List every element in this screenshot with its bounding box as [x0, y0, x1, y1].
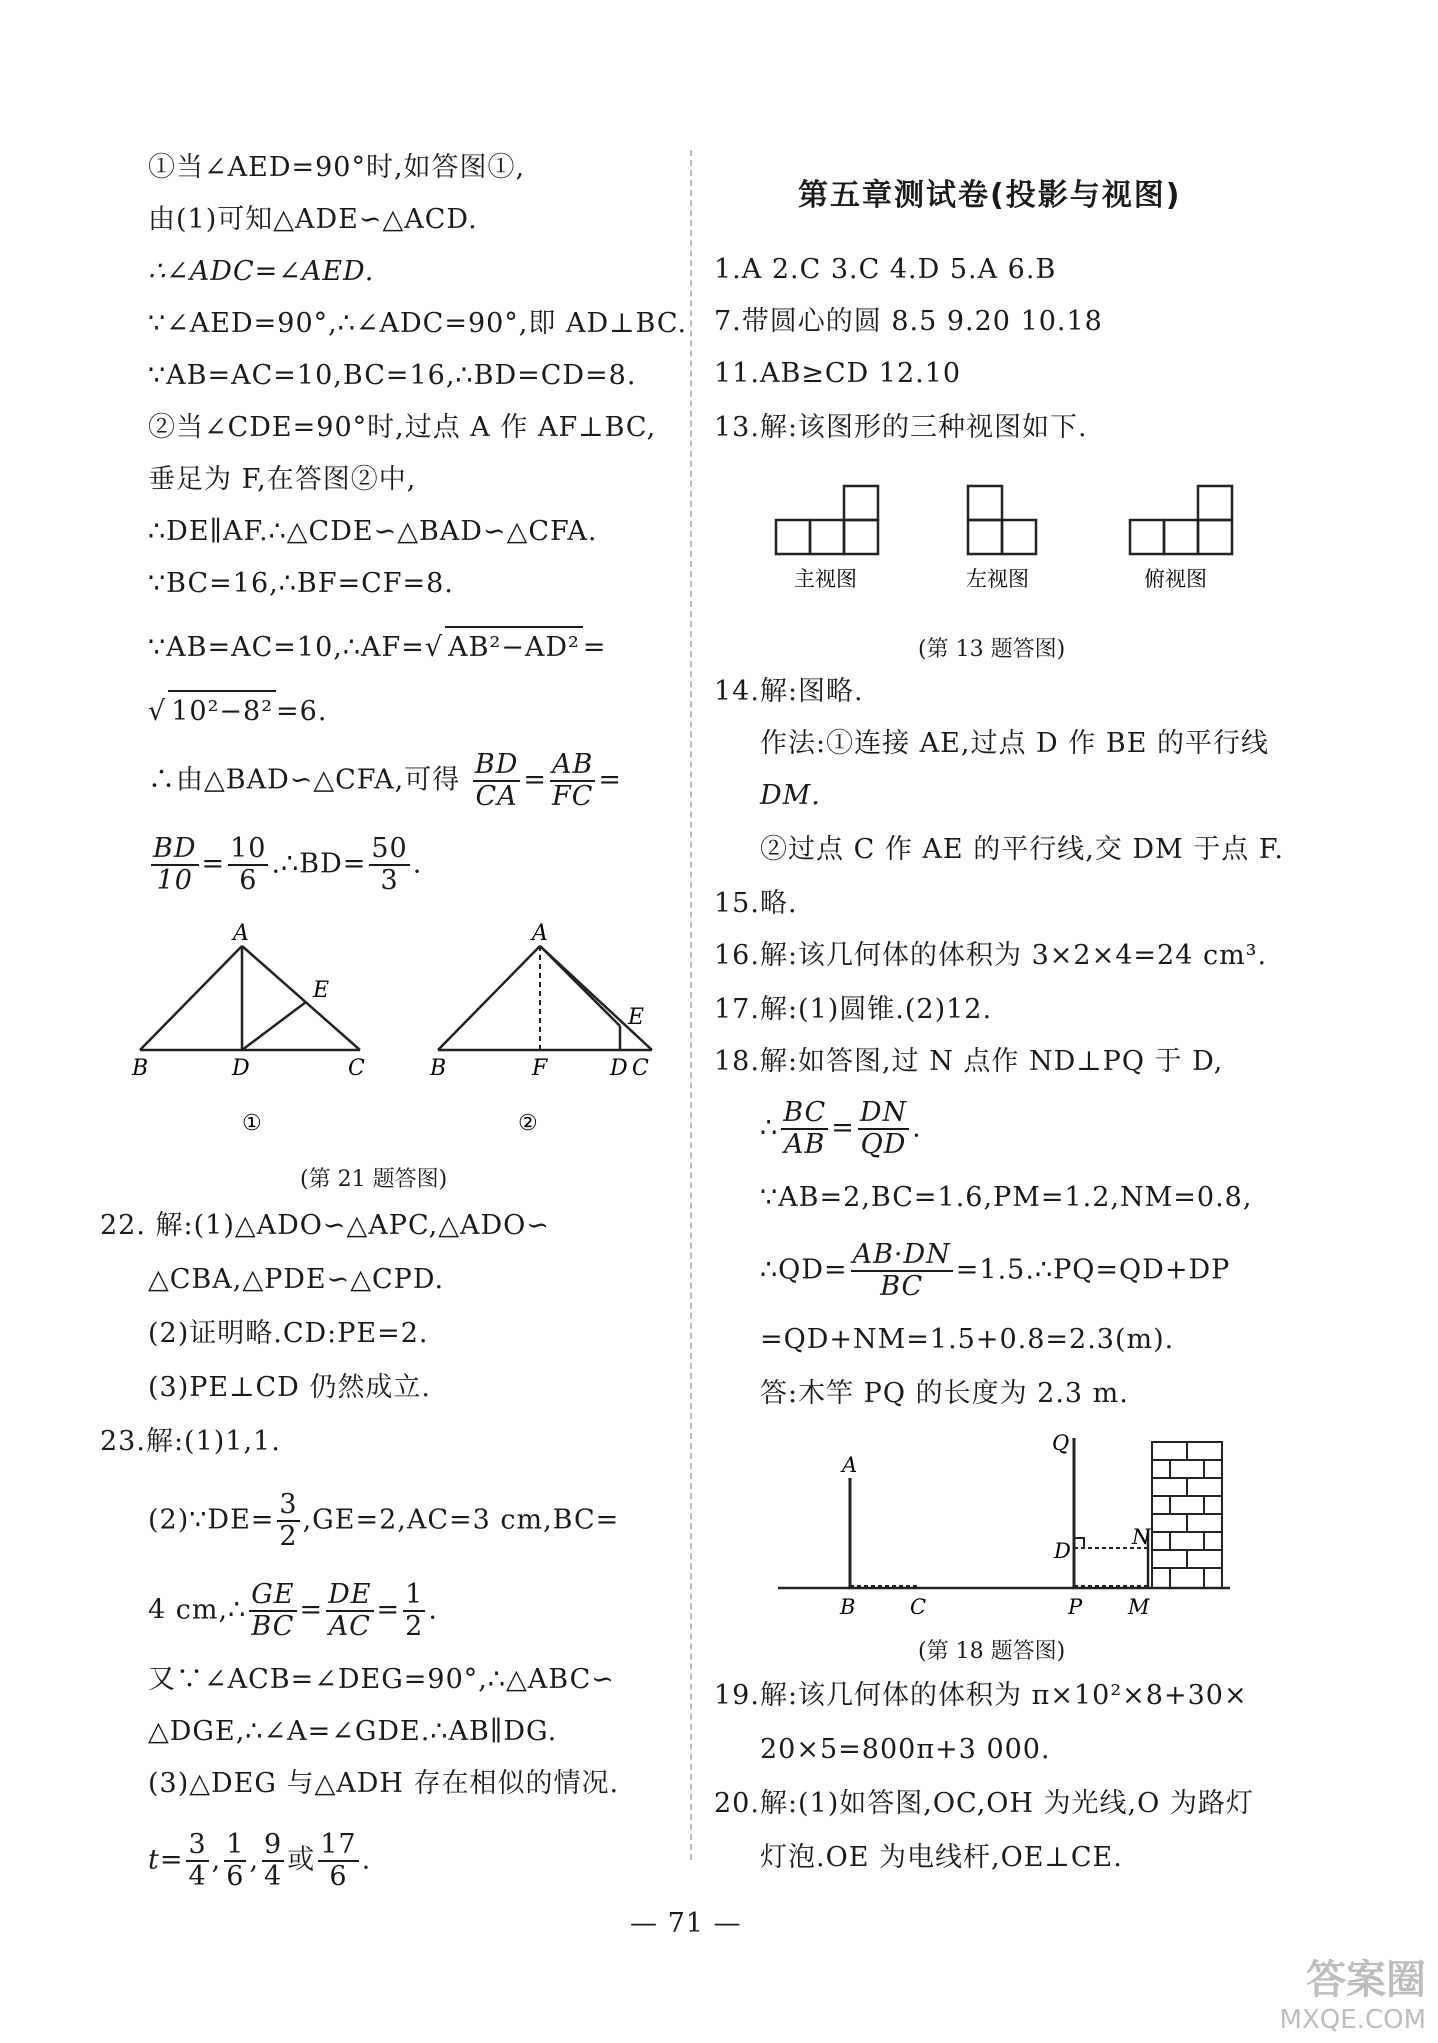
- figure-21-1: [131, 921, 365, 1081]
- fraction: $\frac{AB\cdot DN}{BC}$: [852, 1239, 951, 1302]
- text-line: (3)PE⊥CD 仍然成立.: [148, 1372, 431, 1403]
- fraction: $\frac{1}{6}$: [226, 1829, 245, 1892]
- radicand: AB²−AD²: [445, 626, 583, 668]
- figure-18: [770, 1430, 1240, 1620]
- fraction: $\frac{GE}{BC}$: [251, 1579, 295, 1642]
- formula-line: [148, 690, 327, 732]
- text-line: 20×5=800π+3 000.: [760, 1734, 1051, 1765]
- fraction: $\frac{3}{2}$: [279, 1489, 298, 1552]
- label-D: D: [610, 1056, 628, 1081]
- label-A: A: [532, 921, 548, 946]
- formula-line: ∴QD= $\frac{AB\cdot DN}{BC}$ =1.5.∴PQ=QD+DP: [760, 1239, 1231, 1302]
- text-line: 18.解:如答图,过 N 点作 ND⊥PQ 于 D,: [714, 1046, 1224, 1077]
- equals: =: [582, 632, 607, 663]
- text-line: 1.A 2.C 3.C 4.D 5.A 6.B: [714, 254, 1057, 285]
- text-line: 7.带圆心的圆 8.5 9.20 10.18: [714, 306, 1103, 337]
- text-line: 22. 解:(1)△ADO∽△APC,△ADO∽: [100, 1210, 550, 1241]
- text-line: (2)证明略.CD:PE=2.: [148, 1318, 429, 1349]
- text-line: 17.解:(1)圆锥.(2)12.: [714, 994, 993, 1025]
- page-number: — 71 —: [630, 1908, 742, 1939]
- text-line: DM.: [760, 780, 821, 811]
- label-F: F: [532, 1056, 548, 1081]
- fraction: $\frac{BC}{AB}$: [783, 1097, 827, 1160]
- column-divider: [690, 150, 692, 1860]
- formula-line: ∴由△BAD∽△CFA,可得 $\frac{BD}{CA}$ = $\frac{AB}{FC}$ =: [148, 749, 623, 812]
- figure-21: [120, 920, 680, 1150]
- figure-caption: (第 18 题答图): [918, 1639, 1066, 1664]
- text: =6.: [276, 696, 328, 727]
- figure-caption: (第 13 题答图): [918, 637, 1066, 662]
- label-A: A: [842, 1453, 858, 1477]
- fraction: $\frac{DE}{AC}$: [328, 1579, 372, 1642]
- label-C: C: [632, 1056, 649, 1081]
- text: ∴由△BAD∽△CFA,可得: [148, 764, 461, 796]
- label-E: E: [313, 978, 330, 1003]
- text-line: ①当∠AED=90°时,如答图①,: [148, 152, 526, 183]
- formula-line: [148, 626, 607, 668]
- text-line: ②当∠CDE=90°时,过点 A 作 AF⊥BC,: [148, 412, 657, 443]
- view-label: 俯视图: [1144, 567, 1207, 591]
- text-line: ∵∠AED=90°,∴∠ADC=90°,即 AD⊥BC.: [148, 308, 688, 339]
- view-label: 主视图: [794, 567, 857, 591]
- text-line: 16.解:该几何体的体积为 3×2×4=24 cm³.: [714, 940, 1268, 971]
- text-line: 11.AB≥CD 12.10: [714, 358, 962, 389]
- label-P: P: [1068, 1595, 1083, 1619]
- label-B: B: [430, 1056, 447, 1081]
- label-D: D: [232, 1056, 250, 1081]
- formula-line: 4 cm,∴ $\frac{GE}{BC}$ = $\frac{DE}{AC}$ = $\frac{1}{2}$ .: [148, 1579, 438, 1642]
- formula-line: (2)∵DE= $\frac{3}{2}$ ,GE=2,AC=3 cm,BC=: [148, 1489, 620, 1552]
- text-line: 作法:①连接 AE,过点 D 作 BE 的平行线: [760, 728, 1269, 759]
- text-line: ∴∠ADC=∠AED.: [148, 256, 375, 287]
- fraction: $\frac{DN}{QD}$: [859, 1097, 908, 1160]
- text: ∵AB=AC=10,∴AF=: [148, 632, 425, 663]
- watermark: 答案圈 MXQE.COM: [1279, 1957, 1426, 2035]
- label-M: M: [1128, 1595, 1150, 1619]
- text-line: ∴DE∥AF.∴△CDE∽△BAD∽△CFA.: [148, 516, 598, 547]
- text-line: 又∵∠ACB=∠DEG=90°,∴△ABC∽: [148, 1664, 615, 1695]
- fraction: $\frac{BD}{CA}$: [474, 749, 519, 812]
- text-line: 垂足为 F,在答图②中,: [148, 464, 417, 495]
- fraction: $\frac{3}{4}$: [188, 1829, 207, 1892]
- fraction: $\frac{1}{2}$: [405, 1579, 424, 1642]
- text-line: 13.解:该图形的三种视图如下.: [714, 412, 1088, 443]
- text-line: 15.略.: [714, 888, 798, 919]
- label-D: D: [1054, 1539, 1071, 1563]
- text-line: 19.解:该几何体的体积为 π×10²×8+30×: [714, 1680, 1248, 1711]
- figure-21-2: [429, 921, 652, 1081]
- chapter-title: 第五章测试卷(投影与视图): [798, 178, 1182, 213]
- fraction: $\frac{17}{6}$: [320, 1829, 357, 1892]
- figure-number: ②: [518, 1111, 538, 1136]
- figure-13: [760, 478, 1260, 598]
- label-A: A: [233, 921, 249, 946]
- text-line: 20.解:(1)如答图,OC,OH 为光线,O 为路灯: [714, 1788, 1254, 1819]
- text-line: △CBA,△PDE∽△CPD.: [148, 1264, 445, 1295]
- fraction: $\frac{10}{6}$: [230, 833, 267, 896]
- label-B: B: [840, 1595, 856, 1619]
- text-line: ∵BC=16,∴BF=CF=8.: [148, 568, 454, 599]
- formula-line: ∴ $\frac{BC}{AB}$ = $\frac{DN}{QD}$ .: [760, 1097, 922, 1160]
- text-line: 答:木竿 PQ 的长度为 2.3 m.: [760, 1378, 1129, 1409]
- fraction: $\frac{AB}{FC}$: [551, 749, 594, 812]
- text-line: =QD+NM=1.5+0.8=2.3(m).: [760, 1324, 1175, 1355]
- text-line: (3)△DEG 与△ADH 存在相似的情况.: [148, 1768, 620, 1799]
- label-E: E: [628, 1005, 645, 1030]
- brick-wall: [1152, 1442, 1222, 1588]
- label-C: C: [910, 1595, 927, 1619]
- front-view: [776, 486, 878, 554]
- formula-line: t= $\frac{3}{4}$ , $\frac{1}{6}$ , $\frac{9}{4}$ 或 $\frac{17}{6}$ .: [148, 1829, 372, 1892]
- text-line: ∵AB=AC=10,BC=16,∴BD=CD=8.: [148, 360, 637, 391]
- text-line: 14.解:图略.: [714, 676, 864, 707]
- label-C: C: [348, 1056, 365, 1081]
- fraction: $\frac{50}{3}$: [371, 833, 408, 896]
- text-line: 灯泡.OE 为电线杆,OE⊥CE.: [760, 1842, 1123, 1873]
- radicand: 10²−8²: [168, 690, 276, 732]
- view-label: 左视图: [966, 567, 1029, 591]
- label-B: B: [132, 1056, 149, 1081]
- text-line: ∵AB=2,BC=1.6,PM=1.2,NM=0.8,: [760, 1182, 1253, 1213]
- figure-caption: (第 21 题答图): [300, 1167, 448, 1192]
- text-line: ②过点 C 作 AE 的平行线,交 DM 于点 F.: [760, 834, 1284, 865]
- text-line: 由(1)可知△ADE∽△ACD.: [148, 204, 478, 235]
- left-view: [968, 486, 1036, 554]
- figure-number: ①: [242, 1111, 262, 1136]
- label-Q: Q: [1052, 1431, 1070, 1455]
- label-N: N: [1132, 1525, 1151, 1549]
- text-line: 23.解:(1)1,1.: [100, 1426, 281, 1457]
- sqrt-sign: √: [148, 696, 167, 727]
- formula-line: $\frac{BD}{10}$ = $\frac{10}{6}$ .∴BD= $\frac{50}{3}$ .: [153, 833, 423, 896]
- sqrt-sign: √: [424, 632, 444, 663]
- top-view: [1130, 486, 1232, 554]
- fraction: $\frac{9}{4}$: [264, 1829, 283, 1892]
- fraction: $\frac{BD}{10}$: [153, 833, 197, 896]
- text-line: △DGE,∴∠A=∠GDE.∴AB∥DG.: [148, 1716, 558, 1747]
